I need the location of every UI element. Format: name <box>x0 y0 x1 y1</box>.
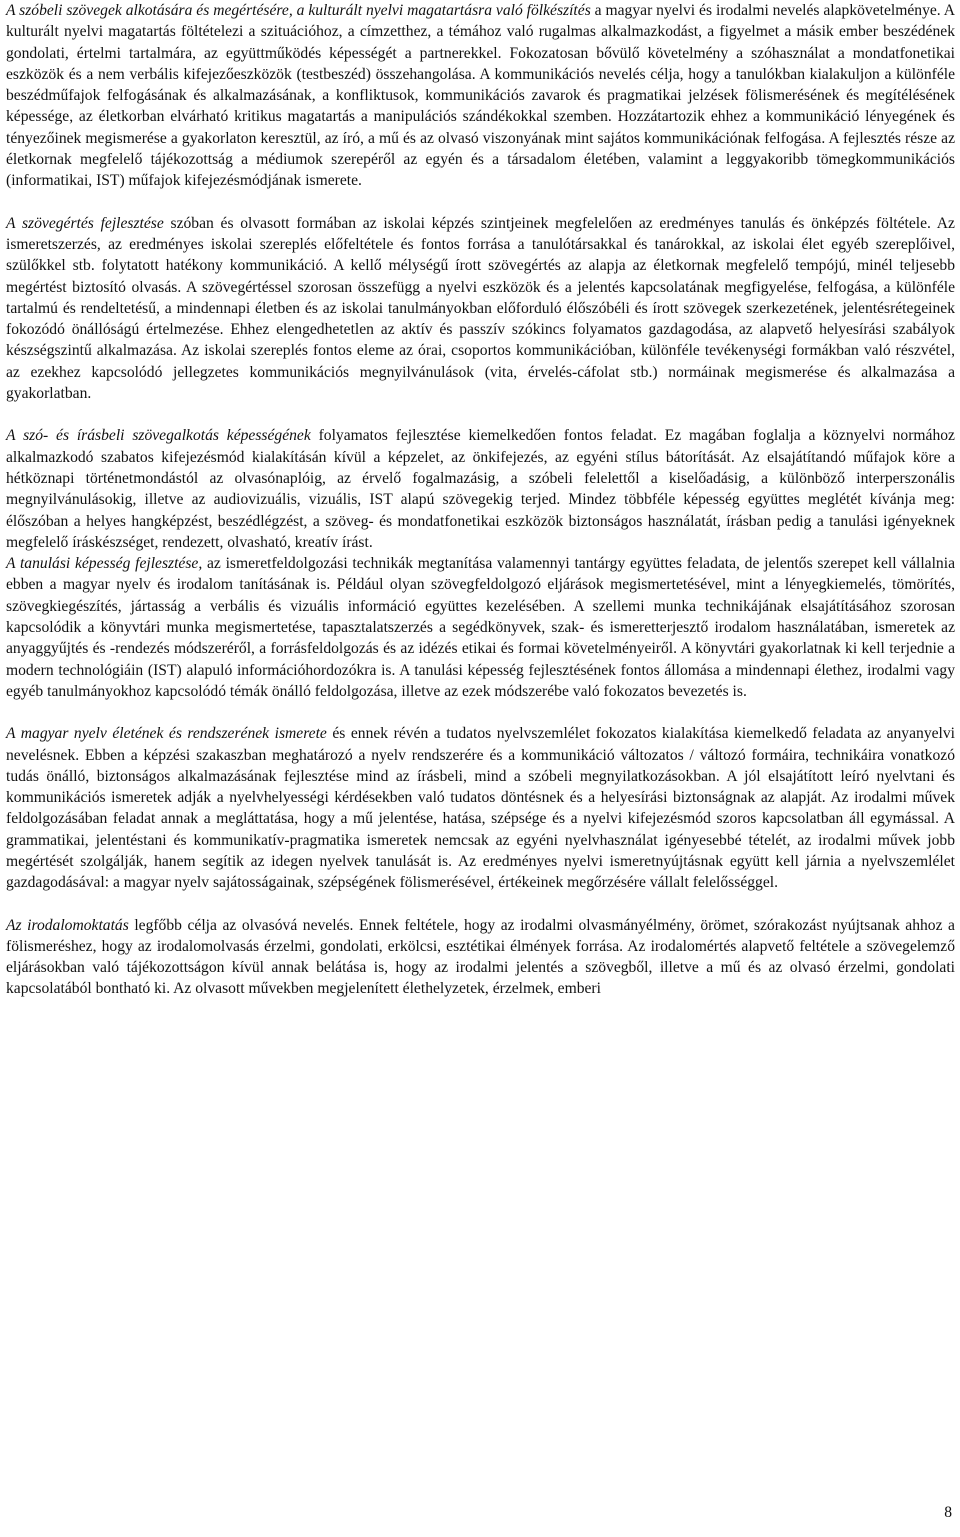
paragraph-text-text-comprehension: szóban és olvasott formában az iskolai képzés szintjeinek megfelelően az eredményes tanulás és önképzés föltétele. Az ismeretszerzés, az eredményes iskolai szereplés előfeltétele és fontos forrása a tanulótársakkal és tanárokkal, az iskolai élet egyéb szereplőivel, szülőkkel stb. folytatott hatékony kommunikáció. A kellő mélységű írott szövegértés az alapja az életkornak megfelelő tempójú, minél teljesebb megértést biztosító olvasás. A szövegértéssel szorosan összefügg a nyelvi eszközök és a jelentés kapcsolatának megfigyelése, felfogása, a különféle tartalmú és rendeltetésű, a mindennapi életben és az iskolai tanulmányokban előforduló élőszóbéli és írott szövegek szerkezetének, jelentésrétegeinek fokozódó önállóságú értelmezése. Ehhez elengedhetetlen az aktív és passzív szókincs folyamatos gazdagodása, az alapvető helyesírási szabályok készségszintű alkalmazása. Az iskolai szereplés fontos eleme az órai, csoportos kommunikációban, különféle tevékenységi formákban való részvétel, az ezekhez kapcsolódó jellegzetes kommunikációs megnyilvánulások (vita, érvelés-cáfolat stb.) normáinak megismerése és alkalmazása a gyakorlatban. <box>6 214 955 403</box>
paragraph-text-language-knowledge: és ennek révén a tudatos nyelvszemlélet fokozatos kialakítása kiemelkedő feladata az anyanyelvi nevelésnek. Ebben a képzési szakaszban meghatározó a nyelv rendszerére és a kommunikáció változatos / változó formáira, technikáira vonatkozó tudás önálló, biztonságos alkalmazásának fejlesztése mind az írásbeli, mind a szóbeli megnyilatkozásokban. A jól elsajátított leíró nyelvtani és kommunikációs ismeretek adják a nyelvhelyességi kérdésekben való tudatos döntésnek és a helyesírási biztonságnak az alapját. Az irodalmi művek feldolgozásában feladat annak a megláttatása, hogy a mű jelentése, hatása, szépsége és a nyelvi kifejezésmód szoros kapcsolatban áll egymással. A grammatikai, jelentéstani és kommunikatív-pragmatika ismeretek nemcsak az egyéni nyelvhasználat igényesebbé tételét, az irodalmi művek jobb megértését szolgálják, hanem segítik az idegen nyelvek tanulását is. Az eredményes nyelvi ismeretnyújtásnak együtt kell járnia a nyelvszemlélet gazdagodásával: a magyar nyelv sajátosságainak, szépségének fölismerésével, értékeinek megőrzésére vállalt felelősséggel. <box>6 725 955 892</box>
paragraph-literature-teaching <box>6 915 955 1000</box>
paragraph-text-literature-teaching: legfőbb célja az olvasóvá nevelés. Ennek feltétele, hogy az irodalmi olvasmányélmény, örömet, szórakozást nyújtsanak ahhoz a fölismeréshez, hogy az irodalomolvasás érzelmi, gondolati, erkölcsi, esztétikai élmények forrása. Az irodalomértés alapvető feltétele a szövegelemző eljárásokban való tájékozottságon kívül annak belátása is, hogy az irodalmi jelentés a szövegből, illetve a mű és az olvasó érzelmi, gondolati kapcsolatából bontható ki. Az olvasott művekben megjelenített élethelyzetek, érzelmek, emberi <box>6 916 955 998</box>
paragraph-language-knowledge <box>6 723 955 893</box>
paragraph-lead-text-composition: A szó- és írásbeli szövegalkotás képességének <box>6 427 311 445</box>
paragraph-oral-communication <box>6 0 955 192</box>
paragraph-lead-text-comprehension: A szövegértés fejlesztése <box>6 214 164 232</box>
paragraph-lead-learning-skills: A tanulási képesség fejlesztése, <box>6 555 203 573</box>
paragraph-text-learning-skills: az ismeretfeldolgozási technikák megtanítása valamennyi tantárgy együttes feladata, de jelentős szerepet kell vállalnia ebben a magyar nyelv és irodalom tanításának is. Például olyan szövegfeldolgozó eljárások megismertetésével, mint a lényegkiemelés, tömörítés, szövegkiegészítés, jártasság a verbális és vizuális információ együttes kezelésében. A szellemi munka technikájának elsajátításához szorosan kapcsolódik a könyvtári munka megismertetése, tapasztalatszerzés a segédkönyvek, szak- és ismeretterjesztő irodalom használatában, ismeretek az anyaggyűjtés és -rendezés módszeréről, a forrásfeldolgozás és az idézés etikai és formai követelményeiről. A könyvtári gyakorlatnak ki kell terjednie a modern technológiáin (IST) alapuló információhordozókra is. A tanulási képesség fejlesztésének fontos állomása a mindennapi élethez, irodalmi vagy egyéb tanulmányokhoz kapcsolódó témák önálló feldolgozása, illetve az ezek módszerébe való fokozatos bevezetés is. <box>6 555 955 700</box>
page-number: 8 <box>944 1504 952 1521</box>
paragraph-text-oral-communication: a magyar nyelvi és irodalmi nevelés alapkövetelménye. A kulturált nyelvi magatartás föltételezi a szituációhoz, a címzetthez, a témához való rugalmas alkalmazkodást, a figyelmet a másik ember beszédének gondolati, értelmi tartalmára, az együttműködés képességét a partnerekkel. Fokozatosan bővülő követelmény a szóhasználat a mondatfonetikai eszközök és a nem verbális kifejezőeszközök (testbeszéd) összehangolása. A kommunikációs nevelés célja, hogy a tanulókban kialakuljon a különféle beszédműfajok felfogásának és alkalmazásának, a konfliktusok, kommunikációs zavarok és pragmatikai jelzések fölismerésének és megítélésének képessége, az életkorban elvárható kritikus magatartás a manipulációs szándékokkal szemben. Hozzátartozik ehhez a kommunikáció lényegének és tényezőinek megismerése a gyakorlaton keresztül, az író, a mű és az olvasó viszonyának mint sajátos kommunikációnak felfogása. A fejlesztés része az életkornak megfelelő tájékozottság a médiumok szerepéről az egyén és a társadalom életében, valamint a leggyakoribb tömegkommunikációs (informatikai, IST) műfajok kifejezésmódjának ismerete. <box>6 2 955 190</box>
paragraph-learning-skills <box>6 553 955 702</box>
paragraph-lead-language-knowledge: A magyar nyelv életének és rendszerének ismerete <box>6 725 327 743</box>
paragraph-lead-literature-teaching: Az irodalomoktatás <box>6 916 129 934</box>
paragraph-text-comprehension <box>6 213 955 405</box>
paragraph-lead-oral-communication: A szóbeli szövegek alkotására és megértésére, a kulturált nyelvi magatartásra való fölkészítés <box>6 2 591 19</box>
paragraph-text-composition <box>6 425 955 553</box>
paragraph-text-text-composition: folyamatos fejlesztése kiemelkedően fontos feladat. Ez magában foglalja a köznyelvi normához alkalmazkodó szabatos kifejezésmód kialakításán kívül a képzelet, az önkifejezés, az egyéni stílus bátorítását. Az elsajátítandó műfajok köre a hétköznapi történetmondástól az olvasónaplóig, az érvelő fogalmazásig, a szóbeli felelettől a kiselőadásig, a különböző interperszonális megnyilvánulásokig, illetve az audiovizuális, vizuális, IST alapú szövegekig terjed. Mindez többféle képesség együttes meglétét kívánja meg: élőszóban a helyes hangképzést, beszédlégzést, a szöveg- és mondatfonetikai eszközök biztonságos használatát, írásban pedig a tanulási igényeknek megfelelő íráskészséget, rendezett, olvasható, kreatív írást. <box>6 427 955 551</box>
